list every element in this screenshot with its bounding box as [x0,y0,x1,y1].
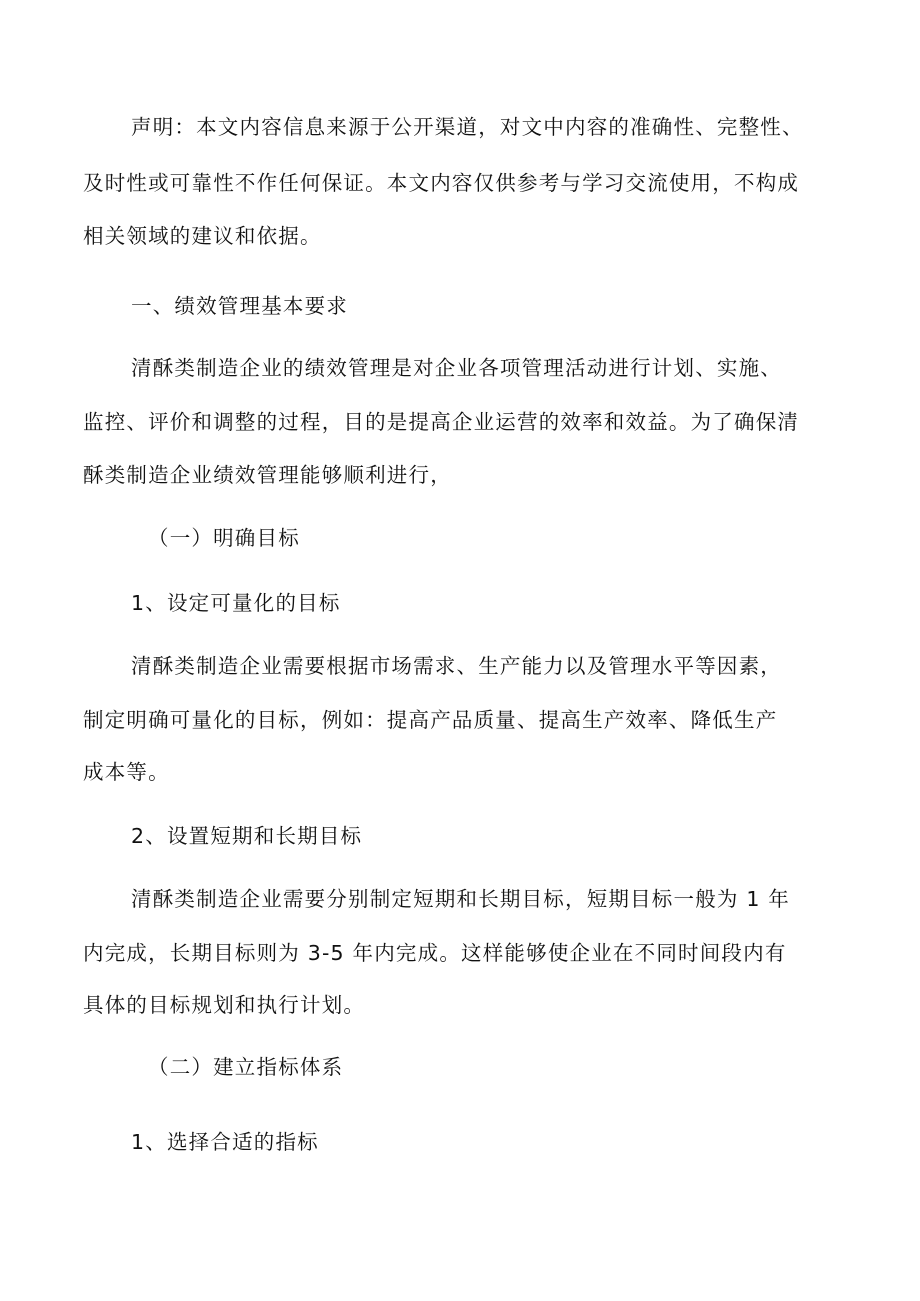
disclaimer-line-1: 声明：本文内容信息来源于公开渠道，对文中内容的准确性、完整性、 [131,115,804,139]
item-title: 2、设置短期和长期目标 [131,824,363,848]
disclaimer-line-3: 相关领域的建议和依据。 [83,224,322,248]
paragraph-line: 监控、评价和调整的过程，目的是提高企业运营的效率和效益。为了确保清 [83,410,800,434]
subsection-heading: （二）建立指标体系 [148,1055,344,1079]
paragraph-line: 成本等。 [83,760,170,784]
paragraph-line: 具体的目标规划和执行计划。 [83,993,366,1017]
paragraph-line: 制定明确可量化的目标，例如：提高产品质量、提高生产效率、降低生产 [83,708,778,732]
paragraph-line: 清酥类制造企业需要分别制定短期和长期目标，短期目标一般为 1 年 [131,887,790,911]
paragraph-line: 清酥类制造企业需要根据市场需求、生产能力以及管理水平等因素， [131,654,782,678]
paragraph-line: 酥类制造企业绩效管理能够顺利进行， [83,463,452,487]
paragraph-line: 清酥类制造企业的绩效管理是对企业各项管理活动进行计划、实施、 [131,356,782,380]
section-heading: 一、绩效管理基本要求 [131,294,348,318]
disclaimer-line-2: 及时性或可靠性不作任何保证。本文内容仅供参考与学习交流使用，不构成 [83,171,800,195]
subsection-heading: （一）明确目标 [148,526,300,550]
item-title: 1、选择合适的指标 [131,1130,319,1154]
item-title: 1、设定可量化的目标 [131,591,341,615]
paragraph-line: 内完成，长期目标则为 3-5 年内完成。这样能够使企业在不同时间段内有 [83,941,787,965]
